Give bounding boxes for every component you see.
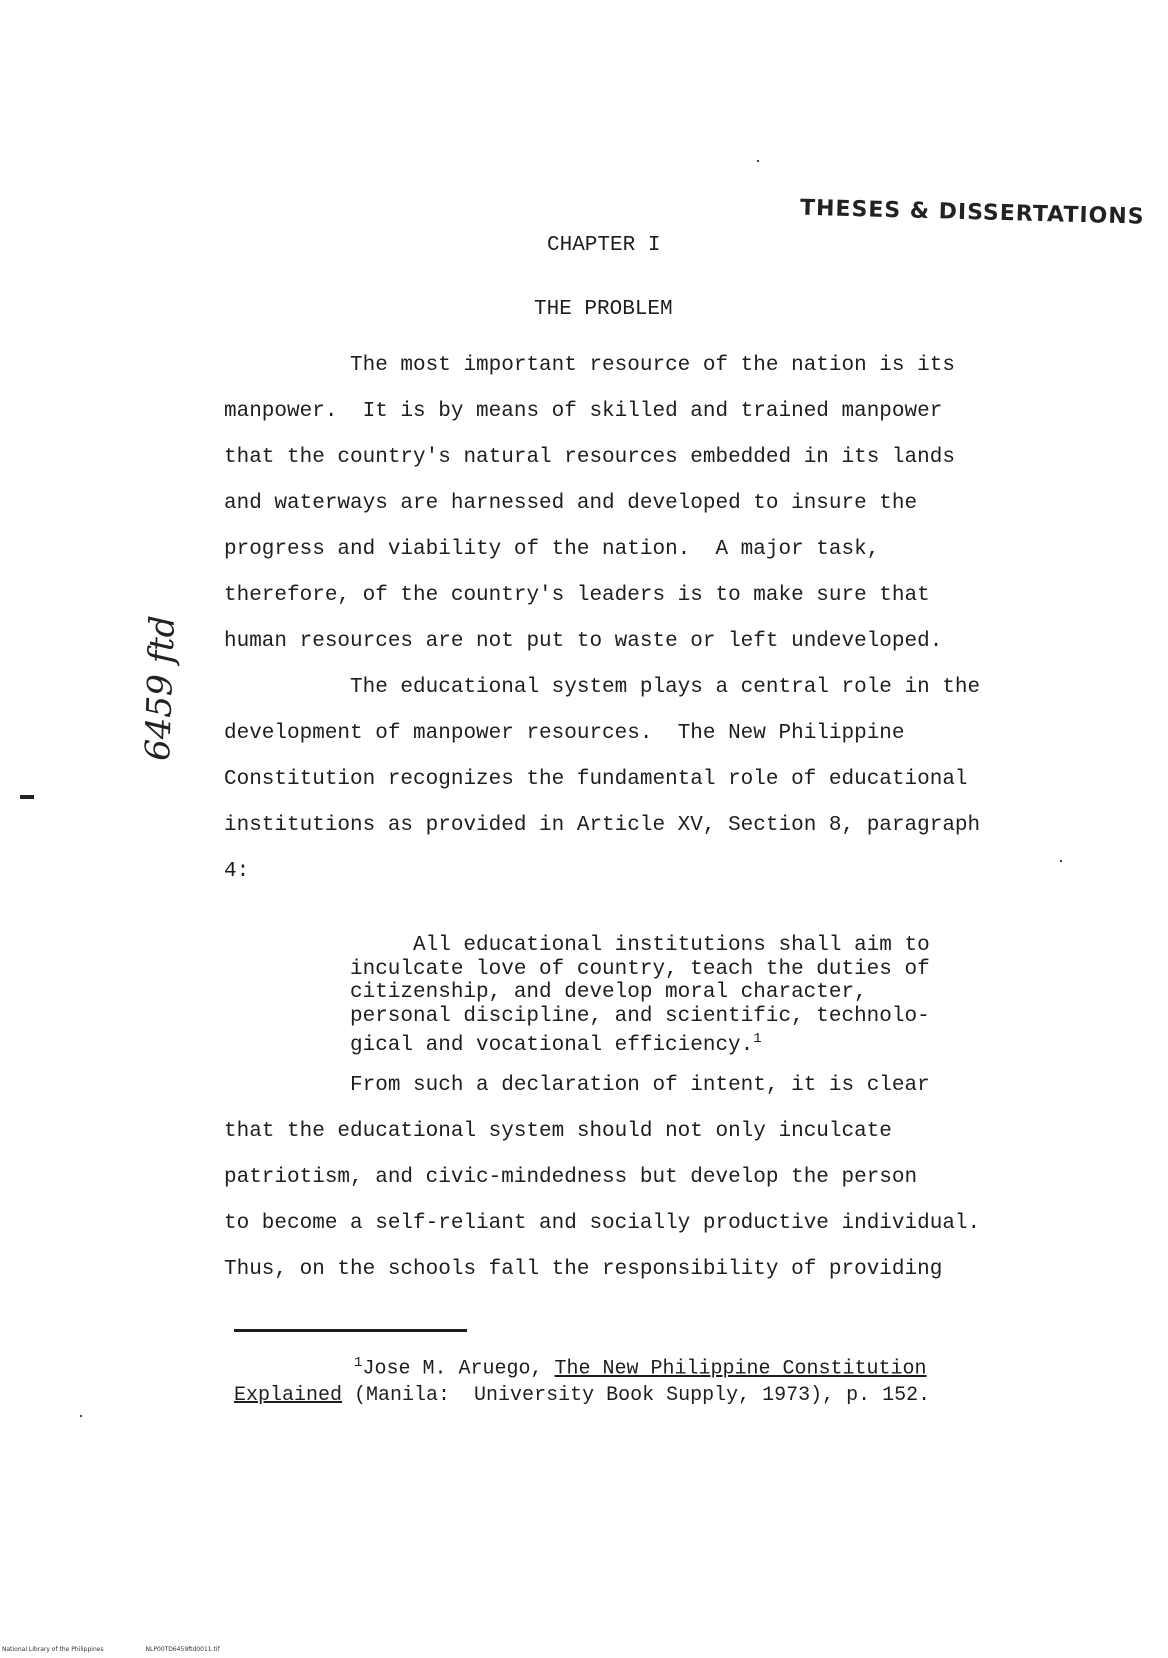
- footnote-line-1: [234, 1350, 930, 1383]
- paragraph-1: [224, 343, 955, 665]
- paragraph-2: [224, 665, 980, 895]
- text-line: patriotism, and civic-mindedness but develop the person: [224, 1166, 918, 1189]
- text-line: From such a declaration of intent, it is clear: [224, 1074, 930, 1097]
- footnote-book-title: The New Philippine Constitution: [554, 1357, 927, 1381]
- chapter-heading: CHAPTER I: [547, 234, 661, 257]
- text-line: Constitution recognizes the fundamental role of educational: [224, 768, 968, 791]
- handwritten-margin-note: 6459 ftd: [138, 614, 184, 762]
- quote-line: gical and vocational efficiency.: [350, 1034, 754, 1057]
- text-line: to become a self-reliant and socially productive individual.: [224, 1212, 981, 1235]
- quote-line: personal discipline, and scientific, technolo-: [350, 1004, 930, 1028]
- chapter-title: THE PROBLEM: [534, 298, 673, 321]
- quote-line-last: [350, 1028, 930, 1058]
- margin-mark: [20, 795, 34, 799]
- text-line: The educational system plays a central role in the: [224, 676, 981, 699]
- footnote-reference: 1: [753, 1031, 762, 1047]
- text-line: 4:: [224, 860, 250, 883]
- text-line: progress and viability of the nation. A major task,: [224, 538, 880, 561]
- footnote-divider: [234, 1329, 467, 1332]
- speck: [80, 1415, 82, 1417]
- quote-line: All educational institutions shall aim to: [350, 934, 930, 957]
- footnote-publication: (Manila: University Book Supply, 1973), p. 152.: [342, 1383, 931, 1407]
- text-line: Thus, on the schools fall the responsibility of providing: [224, 1258, 943, 1281]
- text-line: institutions as provided in Article XV, Section 8, paragraph: [224, 814, 981, 837]
- text-line: The most important resource of the nation is its: [224, 354, 955, 377]
- paragraph-3: [224, 1063, 980, 1293]
- footnote-line-2: [234, 1383, 930, 1409]
- speck: [1060, 860, 1062, 862]
- quote-line: inculcate love of country, teach the duties of: [350, 957, 930, 981]
- quote-line: citizenship, and develop moral character,: [350, 981, 867, 1004]
- footnote-mark: 1: [354, 1355, 363, 1371]
- scan-footer-source: National Library of the Philippines: [2, 1646, 104, 1653]
- text-line: development of manpower resources. The New Philippine: [224, 722, 905, 745]
- footnote: [234, 1350, 930, 1409]
- block-quote: [350, 934, 930, 1058]
- scan-footer: [2, 1646, 260, 1653]
- footnote-book-title-cont: Explained: [234, 1383, 343, 1407]
- text-line: manpower. It is by means of skilled and trained manpower: [224, 400, 943, 423]
- scan-footer-filename: NLP00TD6459ftd0011.tif: [145, 1646, 220, 1653]
- speck: [757, 160, 759, 162]
- footnote-author: Jose M. Aruego,: [362, 1357, 555, 1381]
- text-line: that the country's natural resources embedded in its lands: [224, 446, 955, 469]
- text-line: and waterways are harnessed and developed to insure the: [224, 492, 918, 515]
- text-line: therefore, of the country's leaders is to make sure that: [224, 584, 930, 607]
- theses-stamp: THESES & DISSERTATIONS: [799, 195, 1145, 230]
- text-line: human resources are not put to waste or left undeveloped.: [224, 630, 943, 653]
- text-line: that the educational system should not only inculcate: [224, 1120, 892, 1143]
